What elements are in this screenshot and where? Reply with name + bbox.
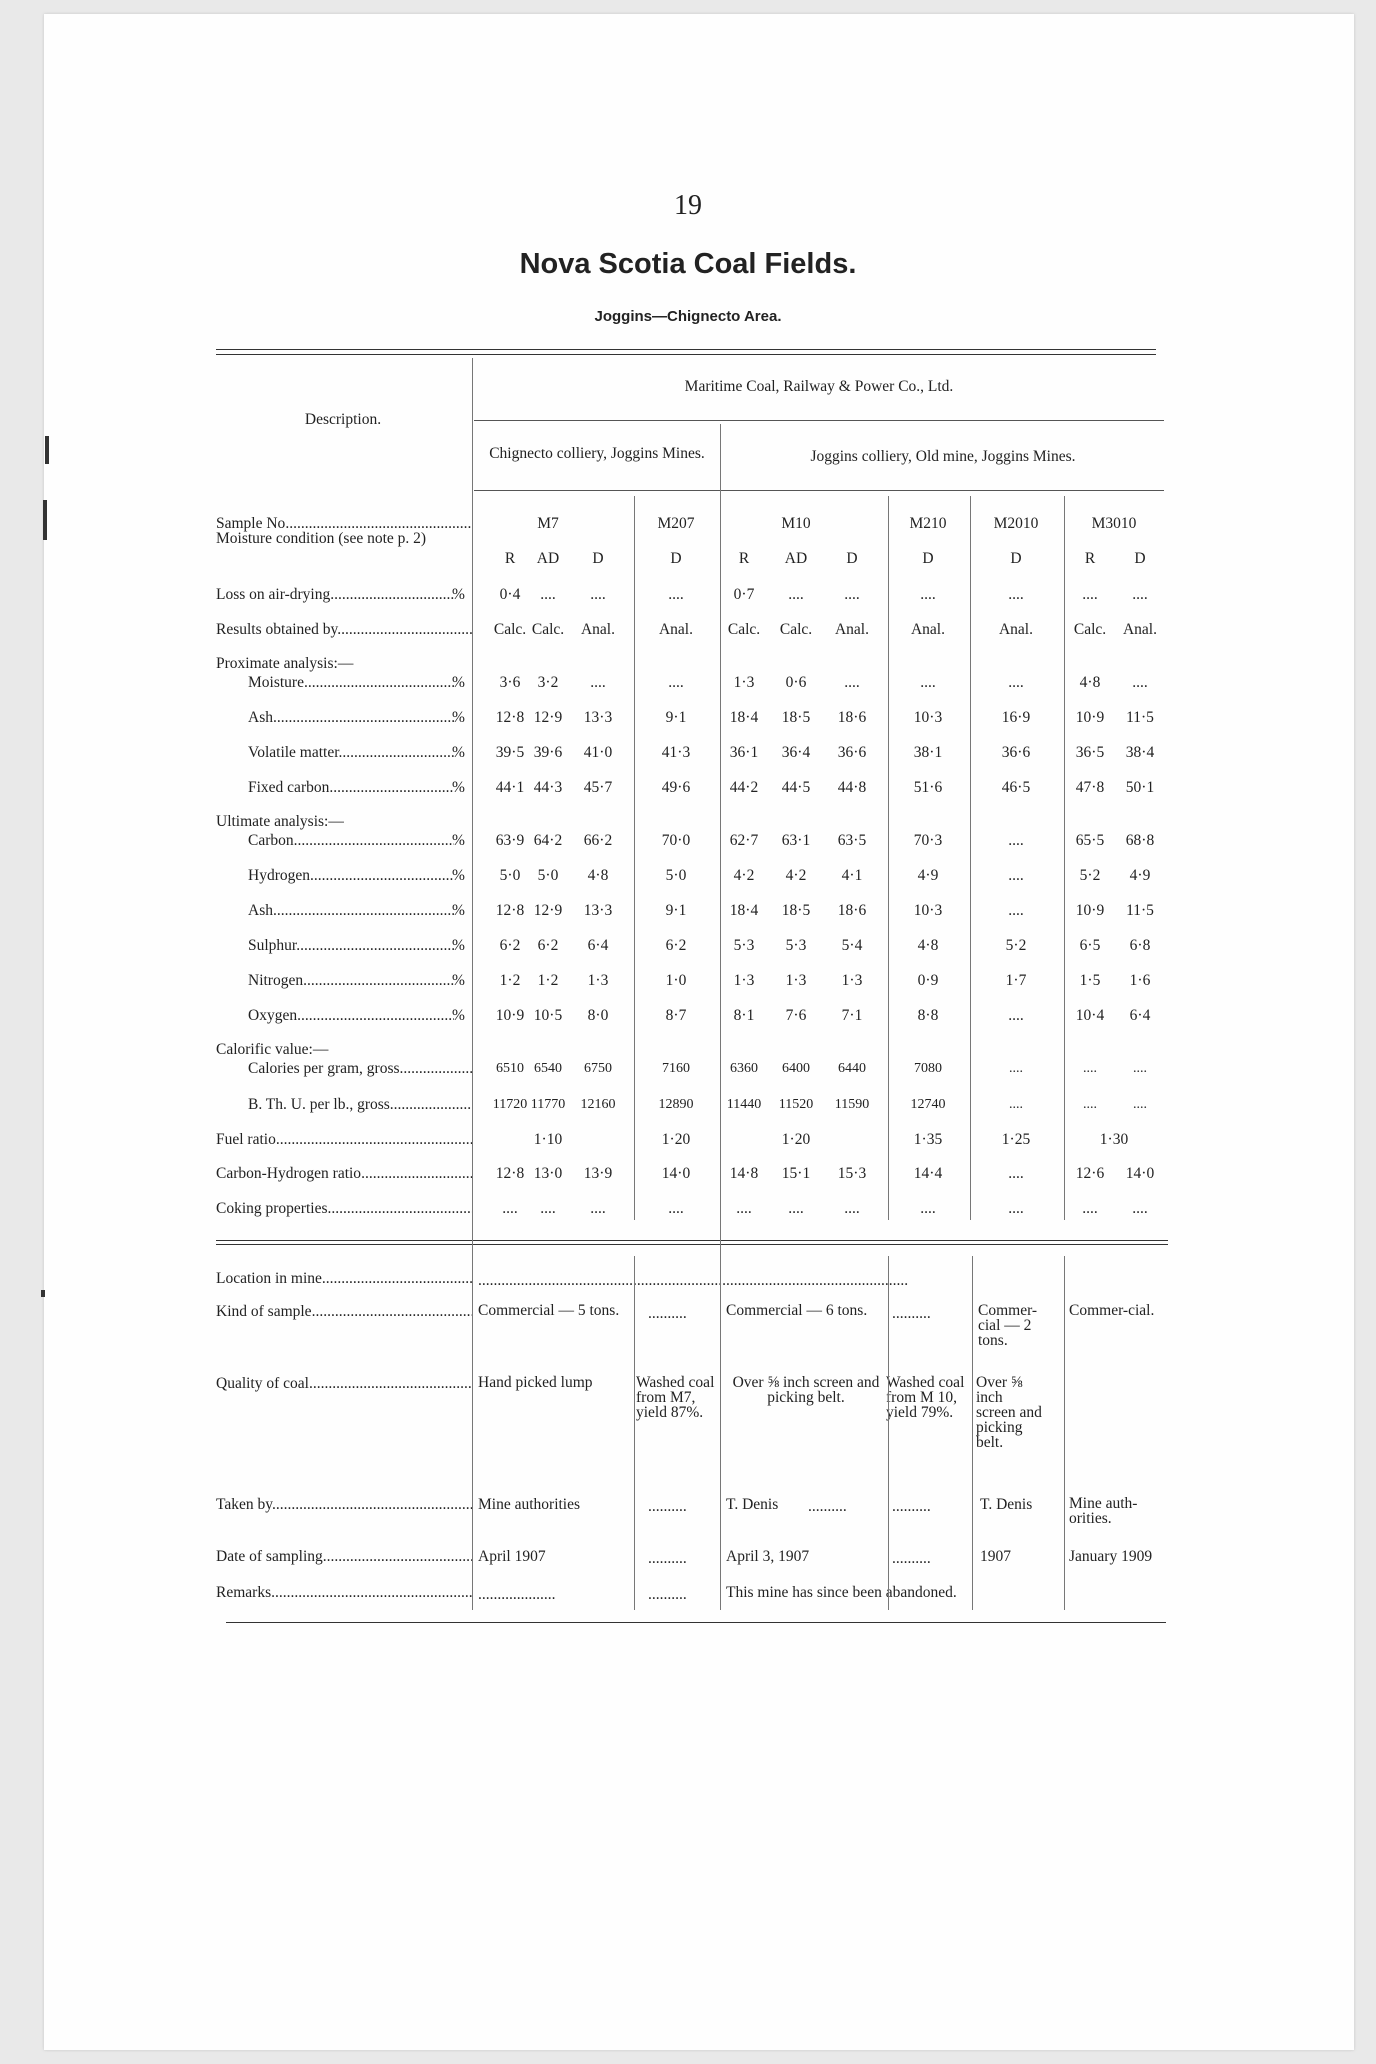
table-cell: .... <box>788 586 804 603</box>
row-oxygen-label: Oxygen ..... <box>248 1007 454 1024</box>
table-cell: 38·4 <box>1125 744 1155 761</box>
column-divider <box>888 1256 889 1610</box>
table-cell: 16·9 <box>1001 709 1031 726</box>
moisture-condition-code: AD <box>784 550 808 567</box>
table-cell: 1·3 <box>733 972 755 989</box>
table-cell: 39·6 <box>533 744 563 761</box>
table-cell: Anal. <box>910 621 945 638</box>
table-top-rule <box>216 349 1156 350</box>
sample-id: M210 <box>909 515 947 532</box>
sample-id: M2010 <box>993 515 1039 532</box>
quality-m210: Washed coal from M 10, yield 79%. <box>886 1374 965 1421</box>
table-cell: 39·5 <box>495 744 525 761</box>
table-cell: 6510 <box>496 1061 524 1076</box>
quality-m207: Washed coal from M7, yield 87%. <box>636 1374 715 1421</box>
table-cell: 44·8 <box>837 779 867 796</box>
table-cell: 14·4 <box>913 1165 943 1182</box>
table-cell: .... <box>590 674 606 691</box>
quality-m2010: Over ⅝ inch screen and picking belt. <box>976 1374 1042 1451</box>
table-cell: 5·0 <box>665 867 687 884</box>
table-cell: 7·1 <box>841 1007 863 1024</box>
table-cell: 6·2 <box>499 937 521 954</box>
table-cell: 10·9 <box>1075 709 1105 726</box>
column-divider <box>1064 496 1065 1220</box>
table-cell: 65·5 <box>1075 832 1105 849</box>
header-rule <box>474 490 1164 491</box>
fuel-ratio-value: 1·20 <box>661 1131 691 1148</box>
table-cell: 45·7 <box>583 779 613 796</box>
table-cell: 36·1 <box>729 744 759 761</box>
remarks-m7-dots: .................... <box>478 1586 556 1603</box>
table-cell: .... <box>736 1200 752 1217</box>
table-cell: 4·2 <box>785 867 807 884</box>
table-cell: 63·1 <box>781 832 811 849</box>
column-divider <box>720 424 721 1610</box>
table-cell: 11720 <box>492 1097 528 1112</box>
moisture-condition-code: D <box>1010 550 1022 567</box>
table-cell: .... <box>1008 832 1024 849</box>
table-cell: 1·2 <box>537 972 559 989</box>
table-cell: .... <box>668 586 684 603</box>
table-cell: 14·8 <box>729 1165 759 1182</box>
kind-m3010: Commer-cial. <box>1069 1302 1155 1319</box>
table-cell: 4·8 <box>917 937 939 954</box>
unit-percent: % <box>452 779 465 796</box>
table-cell: 64·2 <box>533 832 563 849</box>
table-cell: 36·4 <box>781 744 811 761</box>
table-cell: 1·3 <box>841 972 863 989</box>
moisture-condition-code: D <box>846 550 858 567</box>
table-cell: .... <box>1083 1061 1097 1076</box>
table-cell: 12·8 <box>495 902 525 919</box>
table-cell: 15·3 <box>837 1165 867 1182</box>
table-cell: 1·3 <box>785 972 807 989</box>
table-cell: .... <box>1008 674 1024 691</box>
fuel-ratio-value: 1·30 <box>1099 1131 1129 1148</box>
table-cell: .... <box>920 586 936 603</box>
taken-m10: T. Denis <box>726 1496 779 1513</box>
table-cell: .... <box>1083 1097 1097 1112</box>
table-cell: 5·0 <box>537 867 559 884</box>
table-cell: 12740 <box>910 1097 946 1112</box>
row-calories-label: Calories per gram, gross ..... <box>248 1060 472 1077</box>
table-cell: Anal. <box>998 621 1033 638</box>
margin-mark <box>41 1290 45 1297</box>
table-cell: 4·9 <box>917 867 939 884</box>
table-cell: 1·2 <box>499 972 521 989</box>
table-cell: .... <box>540 586 556 603</box>
unit-percent: % <box>452 709 465 726</box>
row-fuel-ratio-label: Fuel ratio ..... <box>216 1131 472 1148</box>
table-cell: 36·5 <box>1075 744 1105 761</box>
header-description: Description. <box>304 411 382 428</box>
table-cell: Anal. <box>658 621 693 638</box>
header-rule <box>474 420 1164 421</box>
table-cell: 46·5 <box>1001 779 1031 796</box>
table-cell: 63·5 <box>837 832 867 849</box>
table-cell: 12·9 <box>533 709 563 726</box>
section-rule <box>216 1244 1168 1245</box>
table-cell: .... <box>920 674 936 691</box>
row-ash-ultimate-label: Ash ..... <box>248 902 454 919</box>
table-cell: 4·9 <box>1129 867 1151 884</box>
table-cell: 12160 <box>580 1097 616 1112</box>
kind-m210-dots: .......... <box>892 1305 931 1322</box>
table-cell: .... <box>788 1200 804 1217</box>
table-cell: 1·7 <box>1005 972 1027 989</box>
table-cell: 13·3 <box>583 709 613 726</box>
kind-m2010: Commer-cial — 2 tons. <box>978 1302 1038 1349</box>
row-label-quality: Quality of coal ..... <box>216 1375 472 1392</box>
table-cell: .... <box>668 674 684 691</box>
table-cell: .... <box>590 1200 606 1217</box>
table-cell: 6·4 <box>587 937 609 954</box>
table-cell: .... <box>502 1200 518 1217</box>
table-cell: 4·8 <box>587 867 609 884</box>
table-bottom-rule <box>226 1622 1166 1623</box>
section-proximate: Proximate analysis:— <box>216 655 354 672</box>
table-cell: 3·2 <box>537 674 559 691</box>
column-divider <box>972 1256 973 1610</box>
unit-percent: % <box>452 674 465 691</box>
table-cell: 5·2 <box>1005 937 1027 954</box>
table-cell: 10·5 <box>533 1007 563 1024</box>
table-cell: .... <box>1008 1007 1024 1024</box>
fuel-ratio-value: 1·20 <box>781 1131 811 1148</box>
table-cell: 41·0 <box>583 744 613 761</box>
unit-percent: % <box>452 744 465 761</box>
unit-percent: % <box>452 902 465 919</box>
table-cell: .... <box>844 674 860 691</box>
row-sulphur-label: Sulphur ..... <box>248 937 454 954</box>
table-cell: 7080 <box>914 1061 942 1076</box>
unit-percent: % <box>452 972 465 989</box>
table-cell: 44·1 <box>495 779 525 796</box>
date-m210-dots: .......... <box>892 1550 931 1567</box>
table-cell: 6360 <box>730 1061 758 1076</box>
taken-m10-dots: .......... <box>808 1498 847 1515</box>
fuel-ratio-value: 1·35 <box>913 1131 943 1148</box>
table-cell: 70·3 <box>913 832 943 849</box>
table-cell: 11440 <box>726 1097 762 1112</box>
fuel-ratio-value: 1·25 <box>1001 1131 1031 1148</box>
header-group-chignecto: Chignecto colliery, Joggins Mines. <box>489 445 705 462</box>
table-cell: Anal. <box>1122 621 1157 638</box>
table-cell: 5·3 <box>785 937 807 954</box>
table-cell: .... <box>844 1200 860 1217</box>
margin-mark <box>45 436 49 464</box>
table-cell: .... <box>590 586 606 603</box>
table-cell: 5·0 <box>499 867 521 884</box>
section-ultimate: Ultimate analysis:— <box>216 813 344 830</box>
page-subtitle: Joggins—Chignecto Area. <box>594 308 782 325</box>
table-cell: 6·5 <box>1079 937 1101 954</box>
moisture-condition-code: AD <box>536 550 560 567</box>
table-cell: 6400 <box>782 1061 810 1076</box>
table-cell: Calc. <box>779 621 813 638</box>
table-cell: 44·5 <box>781 779 811 796</box>
page-number: 19 <box>674 190 702 221</box>
table-cell: 4·2 <box>733 867 755 884</box>
unit-percent: % <box>452 1007 465 1024</box>
table-cell: Anal. <box>834 621 869 638</box>
table-cell: 18·4 <box>729 902 759 919</box>
sample-id: M207 <box>657 515 695 532</box>
table-cell: .... <box>1009 1097 1023 1112</box>
table-cell: 12·8 <box>495 709 525 726</box>
table-cell: 49·6 <box>661 779 691 796</box>
location-dots: ............................................................................................................... <box>478 1272 909 1289</box>
section-calorific: Calorific value:— <box>216 1041 329 1058</box>
table-cell: 10·3 <box>913 709 943 726</box>
table-cell: .... <box>1008 867 1024 884</box>
moisture-condition-code: D <box>922 550 934 567</box>
table-cell: 41·3 <box>661 744 691 761</box>
table-cell: .... <box>1082 586 1098 603</box>
taken-m207-dots: .......... <box>648 1498 687 1515</box>
table-cell: 11520 <box>778 1097 814 1112</box>
table-cell: 18·6 <box>837 902 867 919</box>
table-cell: 4·1 <box>841 867 863 884</box>
table-cell: 6540 <box>534 1061 562 1076</box>
row-hydrogen-label: Hydrogen ..... <box>248 867 454 884</box>
taken-m2010: T. Denis <box>980 1496 1033 1513</box>
table-cell: 9·1 <box>665 902 687 919</box>
row-ash-proximate-label: Ash ..... <box>248 709 454 726</box>
column-divider <box>634 1256 635 1610</box>
date-m3010: January 1909 <box>1069 1548 1153 1565</box>
header-group-joggins: Joggins colliery, Old mine, Joggins Mines. <box>810 448 1076 465</box>
table-cell: 63·9 <box>495 832 525 849</box>
table-cell: 0·9 <box>917 972 939 989</box>
table-cell: 8·1 <box>733 1007 755 1024</box>
table-cell: .... <box>1132 674 1148 691</box>
table-cell: .... <box>1009 1061 1023 1076</box>
table-cell: 1·0 <box>665 972 687 989</box>
table-cell: 10·3 <box>913 902 943 919</box>
table-cell: Calc. <box>531 621 565 638</box>
table-cell: 0·7 <box>733 586 755 603</box>
row-volatile-matter-label: Volatile matter ..... <box>248 744 454 761</box>
unit-percent: % <box>452 832 465 849</box>
table-cell: 8·8 <box>917 1007 939 1024</box>
row-carbon-hydrogen-ratio-label: Carbon-Hydrogen ratio ..... <box>216 1165 472 1182</box>
table-cell: 7·6 <box>785 1007 807 1024</box>
taken-m210-dots: .......... <box>892 1498 931 1515</box>
remarks-m207-dots: .......... <box>648 1586 687 1603</box>
table-cell: 12·9 <box>533 902 563 919</box>
row-label-date: Date of sampling ..... <box>216 1548 472 1565</box>
table-cell: 18·5 <box>781 709 811 726</box>
row-label-remarks: Remarks ..... <box>216 1584 472 1601</box>
table-cell: 1·3 <box>587 972 609 989</box>
table-cell: 5·2 <box>1079 867 1101 884</box>
table-cell: .... <box>1008 1200 1024 1217</box>
row-fixed-carbon-label: Fixed carbon ..... <box>248 779 454 796</box>
table-cell: 13·0 <box>533 1165 563 1182</box>
row-carbon-label: Carbon ..... <box>248 832 454 849</box>
table-cell: 12·8 <box>495 1165 525 1182</box>
table-cell: 18·4 <box>729 709 759 726</box>
kind-m7: Commercial — 5 tons. <box>478 1302 620 1319</box>
table-cell: 6·4 <box>1129 1007 1151 1024</box>
table-cell: 51·6 <box>913 779 943 796</box>
table-cell: 70·0 <box>661 832 691 849</box>
table-cell: 66·2 <box>583 832 613 849</box>
table-cell: .... <box>1008 902 1024 919</box>
row-results-obtained-by-label: Results obtained by ..... <box>216 621 472 638</box>
remarks-text: This mine has since been abandoned. <box>726 1584 957 1601</box>
table-cell: 6·2 <box>665 937 687 954</box>
row-label-moisture-condition: Moisture condition (see note p. 2) <box>216 531 427 547</box>
column-divider <box>634 496 635 1220</box>
table-cell: 10·4 <box>1075 1007 1105 1024</box>
table-cell: .... <box>1133 1061 1147 1076</box>
table-cell: .... <box>1008 1165 1024 1182</box>
table-cell: .... <box>1082 1200 1098 1217</box>
table-cell: 12·6 <box>1075 1165 1105 1182</box>
table-cell: 11·5 <box>1126 709 1154 726</box>
moisture-condition-code: R <box>738 550 750 567</box>
table-cell: 15·1 <box>781 1165 811 1182</box>
table-cell: 50·1 <box>1125 779 1155 796</box>
kind-m10: Commercial — 6 tons. <box>726 1302 868 1319</box>
table-cell: Calc. <box>493 621 527 638</box>
table-cell: Calc. <box>727 621 761 638</box>
table-cell: 44·2 <box>729 779 759 796</box>
row-label-kind: Kind of sample ..... <box>216 1303 472 1320</box>
moisture-condition-code: R <box>504 550 516 567</box>
table-cell: 6440 <box>838 1061 866 1076</box>
table-cell: .... <box>1008 586 1024 603</box>
table-cell: 36·6 <box>837 744 867 761</box>
quality-m10: Over ⅝ inch screen and picking belt. <box>732 1374 880 1406</box>
unit-percent: % <box>452 867 465 884</box>
row-nitrogen-label: Nitrogen ..... <box>248 972 454 989</box>
table-cell: 0·4 <box>499 586 521 603</box>
table-cell: 3·6 <box>499 674 521 691</box>
table-cell: 68·8 <box>1125 832 1155 849</box>
moisture-condition-code: D <box>1134 550 1146 567</box>
column-divider <box>472 358 473 1610</box>
margin-mark <box>43 500 47 540</box>
taken-m7: Mine authorities <box>478 1496 581 1513</box>
table-cell: 1·3 <box>733 674 755 691</box>
column-divider <box>1064 1256 1065 1610</box>
table-cell: 13·3 <box>583 902 613 919</box>
table-cell: 38·1 <box>913 744 943 761</box>
table-cell: 62·7 <box>729 832 759 849</box>
table-cell: Calc. <box>1073 621 1107 638</box>
table-cell: 18·6 <box>837 709 867 726</box>
table-cell: 36·6 <box>1001 744 1031 761</box>
table-cell: 1·6 <box>1129 972 1151 989</box>
table-cell: .... <box>844 586 860 603</box>
table-cell: 14·0 <box>661 1165 691 1182</box>
table-cell: 13·9 <box>583 1165 613 1182</box>
table-cell: 0·6 <box>785 674 807 691</box>
sample-id: M7 <box>537 515 559 532</box>
row-coking-properties-label: Coking properties ..... <box>216 1200 472 1217</box>
unit-percent: % <box>452 586 465 603</box>
table-cell: 5·4 <box>841 937 863 954</box>
table-cell: 9·1 <box>665 709 687 726</box>
table-cell: 44·3 <box>533 779 563 796</box>
quality-m7: Hand picked lump <box>478 1374 593 1391</box>
table-cell: 6·2 <box>537 937 559 954</box>
row-btu-label: B. Th. U. per lb., gross ..... <box>248 1096 472 1113</box>
table-cell: 10·9 <box>495 1007 525 1024</box>
table-cell: .... <box>1133 1097 1147 1112</box>
row-moisture-label: Moisture ..... <box>248 674 454 691</box>
table-cell: 18·5 <box>781 902 811 919</box>
table-cell: 7160 <box>662 1061 690 1076</box>
date-m7: April 1907 <box>478 1548 546 1565</box>
table-cell: 4·8 <box>1079 674 1101 691</box>
row-loss-air-drying-label: Loss on air-drying ..... <box>216 586 454 603</box>
table-cell: 11590 <box>834 1097 870 1112</box>
section-rule <box>216 1240 1168 1241</box>
header-company: Maritime Coal, Railway & Power Co., Ltd. <box>684 378 954 395</box>
row-label-taken-by: Taken by ..... <box>216 1496 472 1513</box>
table-cell: .... <box>920 1200 936 1217</box>
date-m2010: 1907 <box>980 1548 1011 1565</box>
sample-id: M3010 <box>1091 515 1137 532</box>
date-m207-dots: .......... <box>648 1550 687 1567</box>
table-cell: 8·0 <box>587 1007 609 1024</box>
table-cell: 10·9 <box>1075 902 1105 919</box>
row-label-location: Location in mine ..... <box>216 1270 472 1287</box>
table-cell: .... <box>1132 1200 1148 1217</box>
table-cell: .... <box>1132 586 1148 603</box>
moisture-condition-code: D <box>592 550 604 567</box>
table-cell: 1·5 <box>1079 972 1101 989</box>
unit-percent: % <box>452 937 465 954</box>
table-cell: 47·8 <box>1075 779 1105 796</box>
table-cell: 8·7 <box>665 1007 687 1024</box>
kind-m207-dots: .......... <box>648 1305 687 1322</box>
table-cell: 6750 <box>584 1061 612 1076</box>
table-cell: 11·5 <box>1126 902 1154 919</box>
table-cell: .... <box>540 1200 556 1217</box>
fuel-ratio-value: 1·10 <box>533 1131 563 1148</box>
table-cell: Anal. <box>580 621 615 638</box>
table-cell: 6·8 <box>1129 937 1151 954</box>
row-label-sample-no: Sample No ..... <box>216 515 472 532</box>
date-m10: April 3, 1907 <box>726 1548 810 1565</box>
taken-m3010: Mine auth-orities. <box>1069 1495 1138 1527</box>
table-top-rule <box>216 354 1156 355</box>
sample-id: M10 <box>781 515 811 532</box>
table-cell: 5·3 <box>733 937 755 954</box>
table-cell: 11770 <box>530 1097 566 1112</box>
column-divider <box>888 496 889 1220</box>
moisture-condition-code: R <box>1084 550 1096 567</box>
table-cell: 12890 <box>658 1097 694 1112</box>
table-cell: .... <box>668 1200 684 1217</box>
column-divider <box>970 496 971 1220</box>
table-cell: 14·0 <box>1125 1165 1155 1182</box>
moisture-condition-code: D <box>670 550 682 567</box>
page-title: Nova Scotia Coal Fields. <box>519 248 857 280</box>
